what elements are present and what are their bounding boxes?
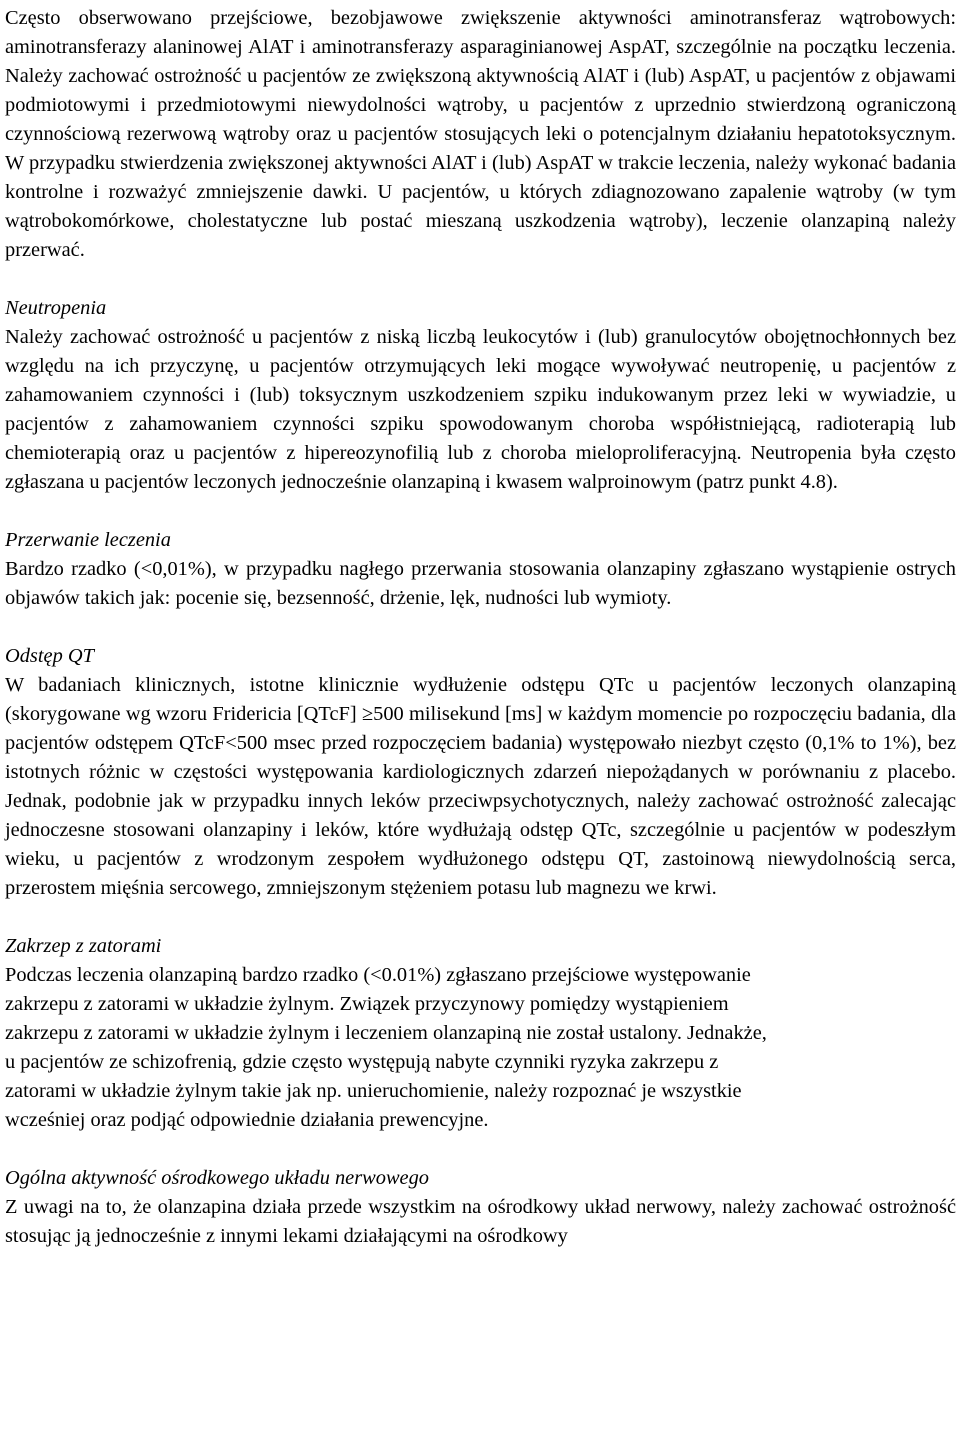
section-heading-cns-activity: Ogólna aktywność ośrodkowego układu nerwowego [5,1167,430,1189]
text-line: zatorami w układzie żylnym takie jak np. unieruchomienie, należy rozpoznać je wszystkie [5,1080,742,1102]
hepatic-sentence-4: U pacjentów, u których zdiagnozowano zapalenie wątroby (w tym wątrobokomórkowe, cholestatyczne lub postać mieszaną uszkodzenia wątroby), leczenie olanzapiną należy przerwać. [5,181,956,261]
section-qt-interval [5,642,956,903]
section-heading-thromboembolism: Zakrzep z zatorami [5,935,162,957]
text-line: zakrzepu z zatorami w układzie żylnym. Związek przyczynowy pomiędzy wystąpieniem [5,993,729,1015]
hepatic-sentence-2: Należy zachować ostrożność u pacjentów ze zwiększoną aktywnością AlAT i (lub) AspAT, u pacjentów z objawami podmiotowymi i przedmiotowymi niewydolności wątroby, u pacjentów z uprzednio stwierdzoną ograniczoną czynnościową rezerwową wątroby oraz u pacjentów stosujących leki o potencjalnym działaniu hepatotoksycznym. [5,65,956,145]
section-heading-qt-interval: Odstęp QT [5,645,94,667]
section-neutropenia [5,294,956,497]
text-line: Podczas leczenia olanzapiną bardzo rzadko (<0.01%) zgłaszano przejściowe występowanie [5,964,751,986]
section-thromboembolism [5,932,956,1135]
section-text-thromboembolism [5,961,956,1135]
text-line: wcześniej oraz podjąć odpowiednie działania prewencyjne. [5,1109,489,1131]
section-heading-neutropenia: Neutropenia [5,297,107,319]
section-withdrawal [5,526,956,613]
text-line: zakrzepu z zatorami w układzie żylnym i leczeniem olanzapiną nie został ustalony. Jednakże, [5,1022,767,1044]
section-heading-withdrawal: Przerwanie leczenia [5,529,171,551]
hepatic-paragraph [5,4,956,265]
section-text-qt-interval: W badaniach klinicznych, istotne klinicznie wydłużenie odstępu QTc u pacjentów leczonych olanzapiną (skorygowane wg wzoru Fridericia [QTcF] ≥500 milisekund [ms] w każdym momencie po rozpoczęciu badania, dla pacjentów odstępem QTcF<500 msec przed rozpoczęciem badania) występowało niezbyt często (0,1% to 1%), bez istotnych różnic w częstości występowania kardiologicznych zdarzeń niepożądanych w porównaniu z placebo. Jednak, podobnie jak w przypadku innych leków przeciwpsychotycznych, należy zachować ostrożność zalecając jednoczesne stosowani olanzapiny i leków, które wydłużają odstęp QTc, szczególnie u pacjentów w podeszłym wieku, u pacjentów z wrodzonym zespołem wydłużonego odstępu QT, zastoinową niewydolnością serca, przerostem mięśnia sercowego, zmniejszonym stężeniem potasu lub magnezu we krwi. [5,674,956,899]
hepatic-sentence-1: Często obserwowano przejściowe, bezobjawowe zwiększenie aktywności aminotransferaz wątrobowych: aminotransferazy alaninowej AlAT i aminotransferazy asparaginianowej AspAT, szczególnie na początku leczenia. [5,7,956,58]
section-text-neutropenia: Należy zachować ostrożność u pacjentów z niską liczbą leukocytów i (lub) granulocytów obojętnochłonnych bez względu na ich przyczynę, u pacjentów otrzymujących leki mogące wywoływać neutropenię, u pacjentów z zahamowaniem czynności i (lub) toksycznym uszkodzeniem szpiku indukowanym przez leki w wywiadzie, u pacjentów z zahamowaniem czynności szpiku spowodowanym choroba współistniejącą, radioterapią lub chemioterapią oraz u pacjentów z hipereozynofilią lub z choroba mieloproliferacyjną. Neutropenia była często zgłaszana u pacjentów leczonych jednocześnie olanzapiną i kwasem walproinowym (patrz punkt 4.8). [5,326,956,493]
text-line: u pacjentów ze schizofrenią, gdzie często występują nabyte czynniki ryzyka zakrzepu z [5,1051,719,1073]
document-page [5,4,956,1251]
section-text-withdrawal: Bardzo rzadko (<0,01%), w przypadku nagłego przerwania stosowania olanzapiny zgłaszano wystąpienie ostrych objawów takich jak: pocenie się, bezsenność, drżenie, lęk, nudności lub wymioty. [5,558,956,609]
hepatic-sentence-3: W przypadku stwierdzenia zwiększonej aktywności AlAT i (lub) AspAT w trakcie leczenia, należy wykonać badania kontrolne i rozważyć zmniejszenie dawki. [5,152,956,203]
section-cns-activity [5,1164,956,1251]
section-text-cns-activity: Z uwagi na to, że olanzapina działa przede wszystkim na ośrodkowy układ nerwowy, należy zachować ostrożność stosując ją jednocześnie z innymi lekami działającymi na ośrodkowy [5,1196,956,1247]
